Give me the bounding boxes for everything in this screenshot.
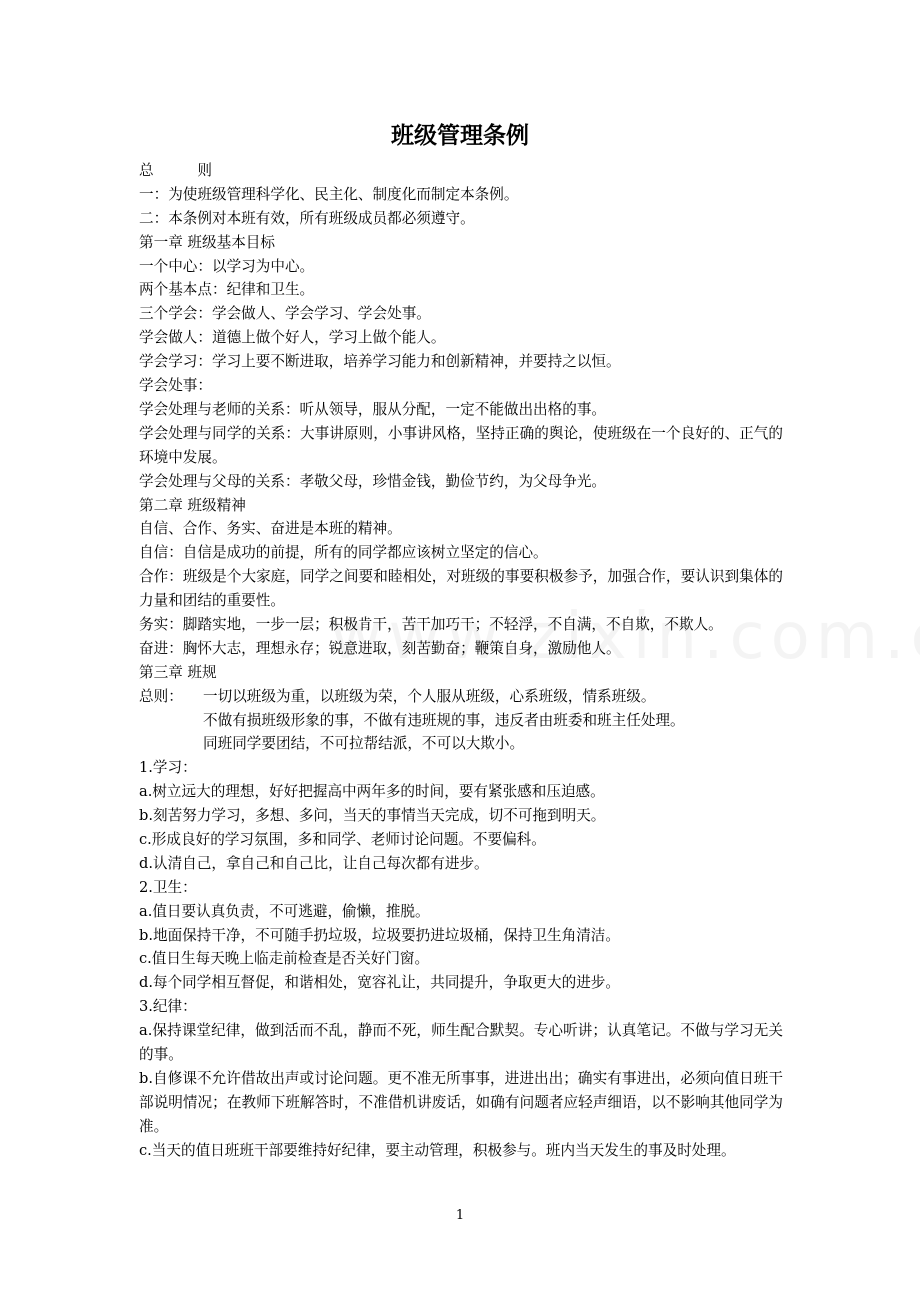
subsection-heading: 2.卫生： — [139, 878, 197, 896]
list-item: c.值日生每天晚上临走前检查是否关好门窗。 — [139, 950, 430, 968]
paragraph: 一个中心：以学习为中心。 — [139, 257, 315, 275]
paragraph: 自信：自信是成功的前提，所有的同学都应该树立坚定的信心。 — [139, 544, 548, 562]
document-title: 班级管理条例 — [391, 123, 529, 149]
paragraph: 学会学习：学习上要不断进取，培养学习能力和创新精神，并要持之以恒。 — [139, 353, 621, 371]
chapter-heading: 第二章 班级精神 — [139, 496, 246, 514]
paragraph: 两个基本点：纪律和卫生。 — [139, 281, 315, 299]
paragraph: 三个学会：学会做人、学会学习、学会处事。 — [139, 305, 431, 323]
subsection-heading: 1.学习： — [139, 759, 197, 777]
general-rule-text: 一切以班级为重，以班级为荣，个人服从班级，心系班级，情系班级。 — [203, 687, 656, 705]
paragraph: 同班同学要团结，不可拉帮结派，不可以大欺小。 — [203, 735, 525, 753]
chapter-heading: 第三章 班规 — [139, 663, 217, 681]
list-item: a.树立远大的理想，好好把握高中两年多的时间，要有紧张感和压迫感。 — [139, 783, 605, 801]
paragraph: 学会处事： — [139, 377, 212, 395]
page-number: 1 — [455, 1208, 465, 1223]
paragraph: 奋进：胸怀大志，理想永存；锐意进取，刻苦勤奋；鞭策自身，激励他人。 — [139, 639, 621, 657]
list-item: d.每个同学相互督促，和谐相处，宽容礼让，共同提升，争取更大的进步。 — [139, 974, 620, 992]
section-heading-general: 总 则 — [139, 162, 212, 179]
paragraph: 自信、合作、务实、奋进是本班的精神。 — [139, 520, 402, 538]
subsection-heading: 3.纪律： — [139, 998, 197, 1016]
list-item: c.当天的值日班班干部要维持好纪律，要主动管理，积极参与。班内当天发生的事及时处理。 — [139, 1141, 736, 1159]
paragraph: 合作：班级是个大家庭，同学之间要和睦相处，对班级的事要积极参予，加强合作，要认识到集体的力量和团结的重要性。 — [139, 568, 783, 610]
paragraph: 学会做人：道德上做个好人，学习上做个能人。 — [139, 329, 446, 347]
list-item: a.值日要认真负责，不可逃避，偷懒，推脱。 — [139, 902, 430, 920]
general-rule-label: 总则： — [139, 687, 183, 705]
list-item: c.形成良好的学习氛围，多和同学、老师讨论问题。不要偏科。 — [139, 831, 546, 848]
paragraph: 学会处理与老师的关系：听从领导，服从分配，一定不能做出出格的事。 — [139, 400, 607, 418]
list-item: b.自修课不允许借故出声或讨论问题。更不准无所事事，进进出出；确实有事进出，必须向值日班干部说明情况；在教师下班解答时，不准借机讲废话，如确有问题者应轻声细语，以不影响其他同学为准。 — [139, 1069, 783, 1135]
paragraph: 学会处理与同学的关系：大事讲原则，小事讲风格，坚持正确的舆论，使班级在一个良好的、正气的环境中发展。 — [139, 424, 783, 466]
paragraph: 不做有损班级形象的事，不做有违班规的事，违反者由班委和班主任处理。 — [203, 711, 685, 729]
list-item: d.认清自己，拿自己和自己比，让自己每次都有进步。 — [139, 854, 489, 872]
general-rule-line — [139, 685, 783, 709]
chapter-heading: 第一章 班级基本目标 — [139, 233, 275, 251]
paragraph: 务实：脚踏实地，一步一层；积极肯干，苦干加巧干；不轻浮，不自满，不自欺，不欺人。 — [139, 615, 723, 633]
paragraph: 二：本条例对本班有效，所有班级成员都必须遵守。 — [139, 209, 475, 227]
list-item: a.保持课堂纪律，做到活而不乱，静而不死，师生配合默契。专心听讲；认真笔记。不做与学习无关的事。 — [139, 1022, 783, 1064]
list-item: b.刻苦努力学习，多想、多问，当天的事情当天完成，切不可拖到明天。 — [139, 807, 606, 825]
document-body — [139, 159, 783, 1163]
list-item: b.地面保持干净，不可随手扔垃圾，垃圾要扔进垃圾桶，保持卫生角清洁。 — [139, 926, 620, 944]
paragraph: 学会处理与父母的关系：孝敬父母，珍惜金钱，勤俭节约，为父母争光。 — [139, 472, 607, 490]
paragraph: 一：为使班级管理科学化、民主化、制度化而制定本条例。 — [139, 185, 519, 203]
